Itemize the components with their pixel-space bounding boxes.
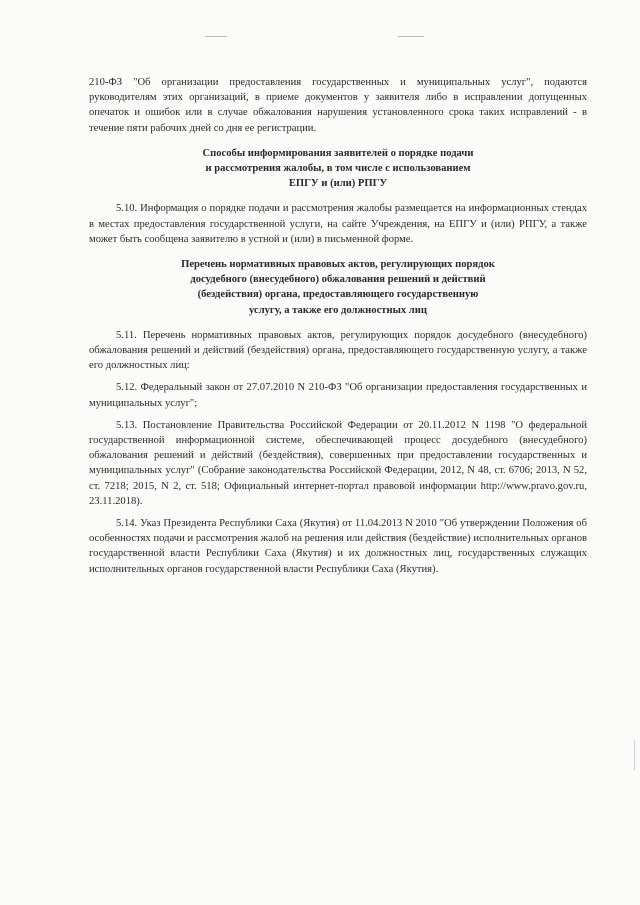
scan-artifact-top-left — [205, 36, 227, 37]
document-body — [89, 75, 587, 577]
heading-informing-methods — [89, 146, 587, 192]
scan-artifact-top-right — [398, 36, 424, 37]
intro-paragraph: 210-ФЗ "Об организации предоставления государственных и муниципальных услуг", подаются руководителям этих организаций, в приеме документов у заявителя либо в исправлении допущенных опечаток и ошибок или в случае обжалования нарушения установленного срока таких исправлений - в течение пяти рабочих дней со дня ее регистрации. — [89, 77, 587, 134]
heading-line: услугу, а также его должностных лиц — [249, 304, 427, 316]
heading-line: Способы информирования заявителей о порядке подачи — [202, 147, 474, 159]
heading-line: (бездействия) органа, предоставляющего государственную — [197, 289, 479, 301]
paragraph-5-13: 5.13. Постановление Правительства Российской Федерации от 20.11.2012 N 1198 "О федеральной государственной информационной системе, обеспечивающей процесс досудебного (внесудебного) обжалования решений и действий (бездействия), совершенных при предоставлении государственных и муниципальных услуг" (Собрание законодательства Российской Федерации, 2012, N 48, ст. 6706; 2013, N 52, ст. 7218; 2015, N 2, ст. 518; Официальный интернет-портал правовой информации http://www.pravo.gov.ru, 23.11.2018). — [89, 419, 587, 507]
heading-line: ЕПГУ и (или) РПГУ — [288, 178, 388, 190]
heading-line: Перечень нормативных правовых актов, регулирующих порядок — [181, 259, 495, 271]
paragraph-5-11: 5.11. Перечень нормативных правовых актов, регулирующих порядок досудебного (внесудебного) обжалования решений и действий (бездействия) органа, предоставляющего государственную услугу, а также его должностных лиц: — [89, 329, 587, 372]
heading-legal-acts — [89, 257, 587, 318]
paragraph-5-10: 5.10. Информация о порядке подачи и рассмотрения жалобы размещается на информационных стендах в местах предоставления государственной услуги, на сайте Учреждения, на ЕПГУ и (или) РПГУ, а также может быть сообщена заявителю в устной и (или) в письменной форме. — [89, 203, 587, 245]
heading-line: и рассмотрения жалобы, в том числе с использованием — [205, 163, 471, 175]
paragraph-5-14: 5.14. Указ Президента Республики Саха (Якутия) от 11.04.2013 N 2010 "Об утверждении Положения об особенностях подачи и рассмотрения жалоб на решения или действия (бездействие) исполнительных органов государственной власти Республики Саха (Якутия) и их должностных лиц, государственных служащих исполнительных органов государственной власти Республики Саха (Якутия). — [89, 518, 587, 575]
scan-edge-mark — [634, 740, 635, 770]
heading-line: досудебного (внесудебного) обжалования решений и действий — [190, 274, 486, 286]
paragraph-5-12: 5.12. Федеральный закон от 27.07.2010 N 210-ФЗ "Об организации предоставления государственных и муниципальных услуг"; — [89, 382, 587, 409]
